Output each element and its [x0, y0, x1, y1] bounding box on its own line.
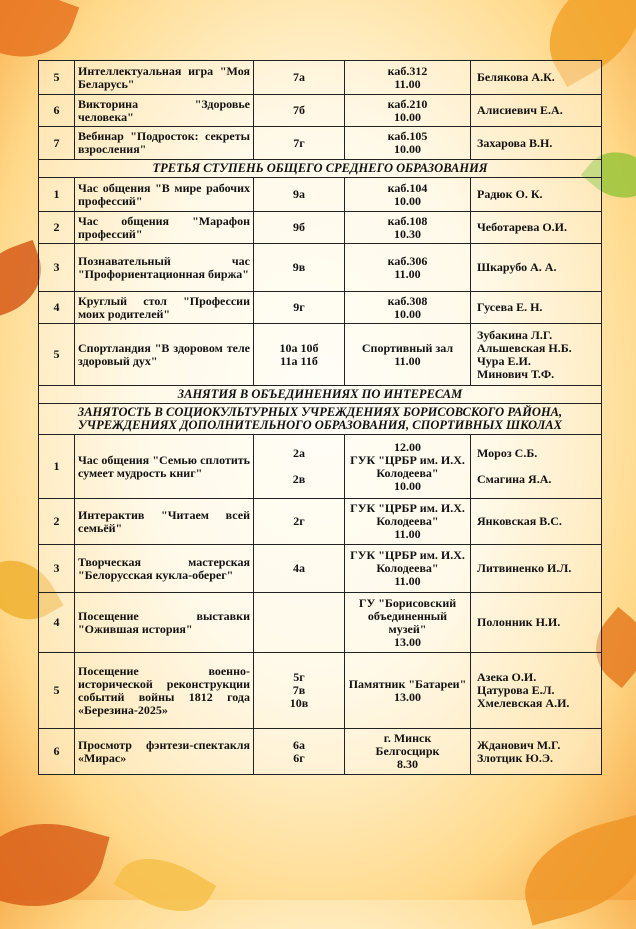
- place-time-cell-line: г. Минск: [383, 731, 432, 745]
- grade-cell: [254, 95, 345, 127]
- place-time-cell-line: каб.306: [387, 253, 428, 268]
- place-time-cell-line: Памятник "Батареи": [348, 676, 467, 691]
- event-name-line: Спортландия "В здоровом теле здоровый дух": [78, 340, 250, 368]
- row-number: [39, 292, 75, 324]
- grade-cell: [254, 324, 345, 386]
- row-number: [39, 435, 75, 499]
- grade-cell: [254, 729, 345, 775]
- place-time-cell-line: ГУК "ЦРБР им. И.Х. Колодеева": [350, 548, 465, 575]
- section-header-row: [39, 160, 602, 178]
- responsible-cell-line: Захарова В.Н.: [477, 135, 553, 150]
- row-number: [39, 324, 75, 386]
- table-row: [39, 324, 602, 386]
- event-name: [75, 292, 254, 324]
- responsible-cell-line: Жданович М.Г.: [477, 737, 561, 752]
- grade-cell-line: 7а: [293, 70, 305, 84]
- row-number-line: 5: [53, 683, 60, 697]
- place-time-cell-line: Белгосцирк: [375, 744, 440, 758]
- event-name: [75, 545, 254, 593]
- grade-cell-line: 7г: [293, 135, 305, 150]
- section-title: ЗАНЯТОСТЬ В СОЦИОКУЛЬТУРНЫХ УЧРЕЖДЕНИЯХ БОРИСОВСКОГО РАЙОНА, УЧРЕЖДЕНИЯХ ДОПОЛНИТЕЛЬНОГО ОБРАЗОВАНИЯ, СПОРТИВНЫХ ШКОЛАХ: [39, 404, 602, 435]
- event-name: [75, 499, 254, 545]
- responsible-cell-line: Зубакина Л.Г.: [477, 327, 553, 342]
- event-name: [75, 178, 254, 212]
- row-number-line: 2: [53, 220, 60, 234]
- event-name-line: Творческая мастерская "Белорусская кукла-оберег": [78, 554, 250, 582]
- table-row: [39, 593, 602, 653]
- place-time-cell: [345, 499, 471, 545]
- place-time-cell: [345, 545, 471, 593]
- responsible-cell-line: Радюк О. К.: [477, 187, 543, 201]
- responsible-cell: [471, 729, 602, 775]
- table-row: [39, 178, 602, 212]
- responsible-cell: [471, 61, 602, 95]
- grade-cell: [254, 292, 345, 324]
- place-time-cell-line: ГУК "ЦРБР им. И.Х. Колодеева": [350, 501, 465, 528]
- row-number: [39, 653, 75, 729]
- table-row: [39, 653, 602, 729]
- row-number: [39, 244, 75, 292]
- event-name-line: Познавательный час "Профориентационная биржа": [78, 253, 250, 281]
- place-time-cell-line: 10.00: [394, 109, 421, 124]
- place-time-cell-line: 8.30: [397, 757, 418, 771]
- table-row: [39, 61, 602, 95]
- place-time-cell-line: 12.00: [394, 439, 421, 454]
- place-time-cell-line: 11.00: [394, 574, 421, 588]
- grade-cell: [254, 61, 345, 95]
- place-time-cell: [345, 729, 471, 775]
- grade-cell-line: 9г: [293, 300, 305, 314]
- responsible-cell-line: Чеботарева О.И.: [477, 220, 568, 234]
- responsible-cell-line: Полонник Н.И.: [477, 615, 561, 629]
- place-time-cell: [345, 212, 471, 244]
- event-name: [75, 729, 254, 775]
- place-time-cell: [345, 653, 471, 729]
- place-time-cell: [345, 61, 471, 95]
- responsible-cell: [471, 95, 602, 127]
- event-name-line: Просмотр фэнтези-спектакля «Мирас»: [78, 737, 250, 765]
- schedule-table: [38, 60, 602, 775]
- row-number-line: 1: [53, 459, 60, 473]
- responsible-cell-line: Мороз С.Б.: [477, 446, 538, 460]
- responsible-cell: [471, 127, 602, 160]
- grade-cell-line: [257, 616, 341, 629]
- place-time-cell-line: 10.00: [394, 142, 421, 156]
- grade-cell-line: 2г: [293, 514, 305, 528]
- event-name-line: Круглый стол "Профессии моих родителей": [78, 293, 250, 321]
- event-name-line: Час общения "Семью сплотить сумеет мудрость книг": [78, 452, 250, 480]
- responsible-cell: [471, 244, 602, 292]
- grade-cell: [254, 545, 345, 593]
- event-name: [75, 95, 254, 127]
- table-row: [39, 212, 602, 244]
- responsible-cell: [471, 435, 602, 499]
- place-time-cell: [345, 593, 471, 653]
- row-number-line: 1: [53, 187, 60, 201]
- row-number: [39, 729, 75, 775]
- grade-cell: [254, 653, 345, 729]
- row-number: [39, 499, 75, 545]
- place-time-cell: [345, 324, 471, 386]
- event-name: [75, 212, 254, 244]
- responsible-cell: [471, 499, 602, 545]
- grade-cell-line: 9в: [292, 260, 306, 274]
- event-name-line: Час общения "В мире рабочих профессий": [78, 180, 250, 208]
- grade-cell-line: 9а: [293, 187, 305, 201]
- event-name: [75, 244, 254, 292]
- event-name-line: Посещение выставки "Ожившая история": [78, 608, 250, 636]
- grade-cell: [254, 593, 345, 653]
- section-header-row: [39, 386, 602, 404]
- place-time-cell-line: 13.00: [394, 689, 421, 704]
- section-title: ЗАНЯТИЯ В ОБЪЕДИНЕНИЯХ ПО ИНТЕРЕСАМ: [39, 386, 602, 404]
- responsible-cell-line: Шкарубо А. А.: [477, 260, 557, 274]
- grade-cell-line: 5г: [293, 670, 305, 684]
- row-number: [39, 212, 75, 244]
- row-number-line: 3: [53, 561, 60, 575]
- grade-cell-line: 9б: [293, 220, 305, 234]
- leaf-decoration: [0, 806, 110, 924]
- table-row: [39, 729, 602, 775]
- responsible-cell-line: Азека О.И.: [477, 670, 537, 684]
- place-time-cell-line: каб.308: [387, 293, 428, 308]
- place-time-cell: [345, 435, 471, 499]
- event-name-line: Интерактив "Читаем всей семьёй": [78, 507, 250, 535]
- responsible-cell-line: Белякова А.К.: [477, 70, 555, 84]
- row-number-line: 6: [53, 103, 60, 117]
- place-time-cell-line: 10.30: [394, 226, 421, 241]
- grade-cell-line: 6г: [293, 750, 305, 765]
- event-name: [75, 61, 254, 95]
- event-name-line: Вебинар "Подросток: секреты взросления": [78, 129, 250, 156]
- table-row: [39, 435, 602, 499]
- responsible-cell-line: Цатурова Е.Л.: [477, 683, 555, 697]
- place-time-cell-line: каб.210: [387, 96, 428, 111]
- grade-cell-line: 2в: [292, 472, 306, 486]
- grade-cell: [254, 127, 345, 160]
- responsible-cell-line: Смагина Я.А.: [477, 472, 552, 486]
- table-row: [39, 127, 602, 160]
- row-number-line: 4: [53, 300, 60, 314]
- grade-cell-line: 10в: [289, 696, 309, 710]
- place-time-cell-line: каб.312: [387, 63, 428, 78]
- grade-cell-line: 6а: [293, 737, 305, 752]
- responsible-cell-line: Хмелевская А.И.: [477, 696, 570, 710]
- event-name: [75, 127, 254, 160]
- place-time-cell: [345, 127, 471, 160]
- place-time-cell-line: 10.00: [394, 193, 421, 208]
- row-number: [39, 61, 75, 95]
- row-number-line: 4: [53, 615, 60, 629]
- responsible-cell: [471, 593, 602, 653]
- responsible-cell-line: Злотцик Ю.Э.: [477, 750, 554, 765]
- grade-cell: [254, 244, 345, 292]
- responsible-cell-line: Янковская В.С.: [477, 514, 562, 528]
- place-time-cell-line: 10.00: [394, 306, 421, 321]
- responsible-cell-line: Альшевская Н.Б.: [477, 340, 572, 355]
- event-name-line: Посещение военно-исторической реконструкции событий войны 1812 года «Березина-2025»: [78, 663, 250, 717]
- responsible-cell: [471, 212, 602, 244]
- place-time-cell-line: 10.00: [394, 478, 421, 493]
- row-number-line: 6: [53, 744, 60, 758]
- grade-cell-line: 7в: [292, 683, 306, 697]
- event-name: [75, 324, 254, 386]
- row-number-line: 5: [53, 70, 60, 84]
- table-row: [39, 95, 602, 127]
- event-name-line: Викторина "Здоровье человека": [78, 96, 250, 124]
- leaf-decoration: [114, 841, 217, 929]
- row-number-line: 2: [53, 514, 60, 528]
- row-number-line: 3: [53, 260, 60, 274]
- responsible-cell-line: Алисиевич Е.А.: [477, 103, 563, 117]
- responsible-cell-line: Гусева Е. Н.: [477, 300, 543, 314]
- section-title: ТРЕТЬЯ СТУПЕНЬ ОБЩЕГО СРЕДНЕГО ОБРАЗОВАНИЯ: [39, 160, 602, 178]
- place-time-cell-line: каб.105: [387, 129, 428, 143]
- row-number: [39, 127, 75, 160]
- event-name-line: Интеллектуальная игра "Моя Беларусь": [78, 63, 250, 91]
- place-time-cell-line: каб.104: [387, 180, 428, 195]
- event-name-line: Час общения "Марафон профессий": [78, 213, 250, 241]
- grade-cell-line: 7б: [293, 103, 305, 117]
- place-time-cell-line: Спортивный зал: [361, 340, 454, 355]
- place-time-cell: [345, 178, 471, 212]
- place-time-cell-line: 11.00: [394, 353, 421, 368]
- place-time-cell-line: 11.00: [394, 266, 421, 281]
- event-name: [75, 435, 254, 499]
- schedule-page: [38, 60, 602, 775]
- row-number: [39, 178, 75, 212]
- table-row: [39, 244, 602, 292]
- responsible-cell: [471, 324, 602, 386]
- responsible-cell: [471, 545, 602, 593]
- grade-cell: [254, 212, 345, 244]
- row-number-line: 5: [53, 347, 60, 361]
- place-time-cell-line: ГУК "ЦРБР им. И.Х. Колодеева": [350, 452, 465, 480]
- grade-cell: [254, 178, 345, 212]
- responsible-cell-line: Минович Т.Ф.: [477, 366, 555, 381]
- responsible-cell: [471, 292, 602, 324]
- row-number: [39, 545, 75, 593]
- place-time-cell-line: ГУ "Борисовский объединенный музей": [358, 595, 457, 636]
- event-name: [75, 653, 254, 729]
- grade-cell-line: 4а: [293, 561, 305, 575]
- grade-cell-line: 2а: [293, 446, 305, 460]
- place-time-cell: [345, 244, 471, 292]
- table-row: [39, 499, 602, 545]
- place-time-cell-line: 11.00: [394, 527, 421, 541]
- event-name: [75, 593, 254, 653]
- table-row: [39, 545, 602, 593]
- place-time-cell: [345, 292, 471, 324]
- place-time-cell: [345, 95, 471, 127]
- row-number: [39, 95, 75, 127]
- grade-cell: [254, 499, 345, 545]
- place-time-cell-line: 13.00: [394, 634, 421, 649]
- responsible-cell-line: Литвиненко И.Л.: [477, 561, 572, 575]
- responsible-cell: [471, 653, 602, 729]
- section-header-row: [39, 404, 602, 435]
- responsible-cell: [471, 178, 602, 212]
- grade-cell-line: 11а 11б: [280, 353, 318, 368]
- table-row: [39, 292, 602, 324]
- grade-cell: [254, 435, 345, 499]
- place-time-cell-line: 11.00: [394, 76, 421, 91]
- leaf-decoration: [512, 815, 636, 926]
- row-number: [39, 593, 75, 653]
- row-number-line: 7: [53, 135, 60, 150]
- responsible-cell-line: Чура Е.И.: [477, 353, 531, 368]
- grade-cell-line: 10а 10б: [279, 340, 319, 355]
- place-time-cell-line: каб.108: [387, 213, 428, 228]
